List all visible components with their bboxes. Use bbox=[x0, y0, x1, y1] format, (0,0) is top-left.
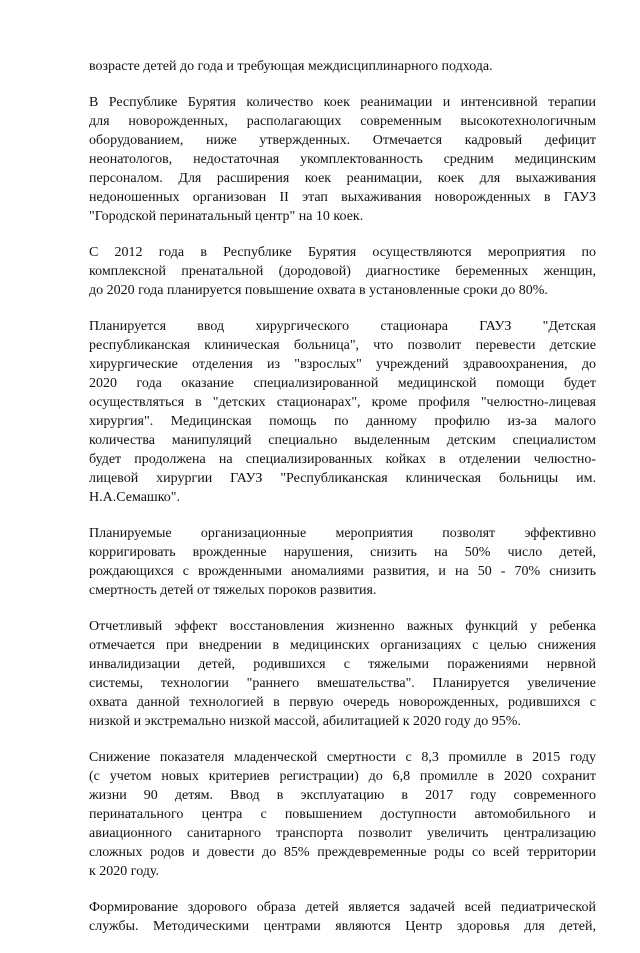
paragraph bbox=[89, 617, 596, 731]
text-line: жизни 90 детям. Ввод в эксплуатацию в 2017 году современного bbox=[89, 788, 596, 803]
text-line: сложных родов и довести до 85% преждевременные роды со всей территории bbox=[89, 845, 596, 860]
text-line: 2020 года оказание специализированной медицинской помощи будет bbox=[89, 376, 596, 391]
text-line: авиационного санитарного транспорта позволит увеличить централизацию bbox=[89, 826, 596, 841]
text-line: возрасте детей до года и требующая междисциплинарного подхода. bbox=[89, 59, 493, 74]
text-line: отмечается при внедрении в медицинских организациях с целью снижения bbox=[89, 638, 596, 653]
text-line: Снижение показателя младенческой смертности с 8,3 промилле в 2015 году bbox=[89, 750, 596, 765]
text-line: лицевой хирургии ГАУЗ "Республиканская клиническая больницы им. bbox=[89, 471, 596, 486]
text-line: республиканская клиническая больница", что позволит перевести детские bbox=[89, 338, 596, 353]
text-line: С 2012 года в Республике Бурятия осуществляются мероприятия по bbox=[89, 245, 596, 260]
text-line: "Городской перинатальный центр" на 10 коек. bbox=[89, 209, 364, 224]
text-line: Отчетливый эффект восстановления жизненно важных функций у ребенка bbox=[89, 619, 596, 634]
text-line: оборудованием, ниже утвержденных. Отмечается кадровый дефицит bbox=[89, 133, 596, 148]
paragraph bbox=[89, 524, 596, 600]
text-line: до 2020 года планируется повышение охвата в установленные сроки до 80%. bbox=[89, 283, 548, 298]
text-line: смертность детей от тяжелых пороков развития. bbox=[89, 583, 377, 598]
text-line: количества манипуляций специально выделенным детским специалистом bbox=[89, 433, 596, 448]
text-line: комплексной пренатальной (дородовой) диагностике беременных женщин, bbox=[89, 264, 596, 279]
text-line: неонатологов, недостаточная укомплектованность средним медицинским bbox=[89, 152, 596, 167]
paragraph bbox=[89, 93, 596, 226]
paragraph bbox=[89, 243, 596, 300]
text-line: инвалидизации детей, родившихся с тяжелыми поражениями нервной bbox=[89, 657, 596, 672]
text-line: Планируемые организационные мероприятия позволят эффективно bbox=[89, 526, 596, 541]
text-line: хирургические отделения из "взрослых" учреждений здравоохранения, до bbox=[89, 357, 596, 372]
text-line: для новорожденных, располагающих современным высокотехнологичным bbox=[89, 114, 596, 129]
text-line: охвата данной технологией в первую очередь новорожденных, родившихся с bbox=[89, 695, 596, 710]
text-line: В Республике Бурятия количество коек реанимации и интенсивной терапии bbox=[89, 95, 596, 110]
text-line: системы, технологии "раннего вмешательства". Планируется увеличение bbox=[89, 676, 596, 691]
text-line: перинатального центра с повышением доступности автомобильного и bbox=[89, 807, 596, 822]
text-line: корригировать врожденные нарушения, снизить на 50% число детей, bbox=[89, 545, 596, 560]
paragraph bbox=[89, 898, 596, 936]
document-page bbox=[89, 57, 596, 953]
text-line: Планируется ввод хирургического стационара ГАУЗ "Детская bbox=[89, 319, 596, 334]
text-line: персоналом. Для расширения коек реанимации, коек для выхаживания bbox=[89, 171, 596, 186]
text-line: рождающихся с врожденными аномалиями развития, и на 50 - 70% снизить bbox=[89, 564, 596, 579]
paragraph bbox=[89, 317, 596, 507]
text-line: Н.А.Семашко". bbox=[89, 490, 181, 505]
text-line: к 2020 году. bbox=[89, 864, 160, 879]
text-line: хирургия". Медицинская помощь по данному профилю из-за малого bbox=[89, 414, 596, 429]
text-line: недоношенных организован II этап выхаживания новорожденных в ГАУЗ bbox=[89, 190, 596, 205]
text-line: Формирование здорового образа детей является задачей всей педиатрической bbox=[89, 900, 596, 915]
paragraph bbox=[89, 748, 596, 881]
text-line: низкой и экстремально низкой массой, абилитацией к 2020 году до 95%. bbox=[89, 714, 521, 729]
text-line: осуществляться в "детских стационарах", кроме профиля "челюстно-лицевая bbox=[89, 395, 596, 410]
text-line: будет продолжена на специализированных койках в отделении челюстно- bbox=[89, 452, 596, 467]
paragraph bbox=[89, 57, 596, 76]
text-line: (с учетом новых критериев регистрации) до 6,8 промилле в 2020 сохранит bbox=[89, 769, 596, 784]
text-line: службы. Методическими центрами являются Центр здоровья для детей, bbox=[89, 919, 596, 934]
